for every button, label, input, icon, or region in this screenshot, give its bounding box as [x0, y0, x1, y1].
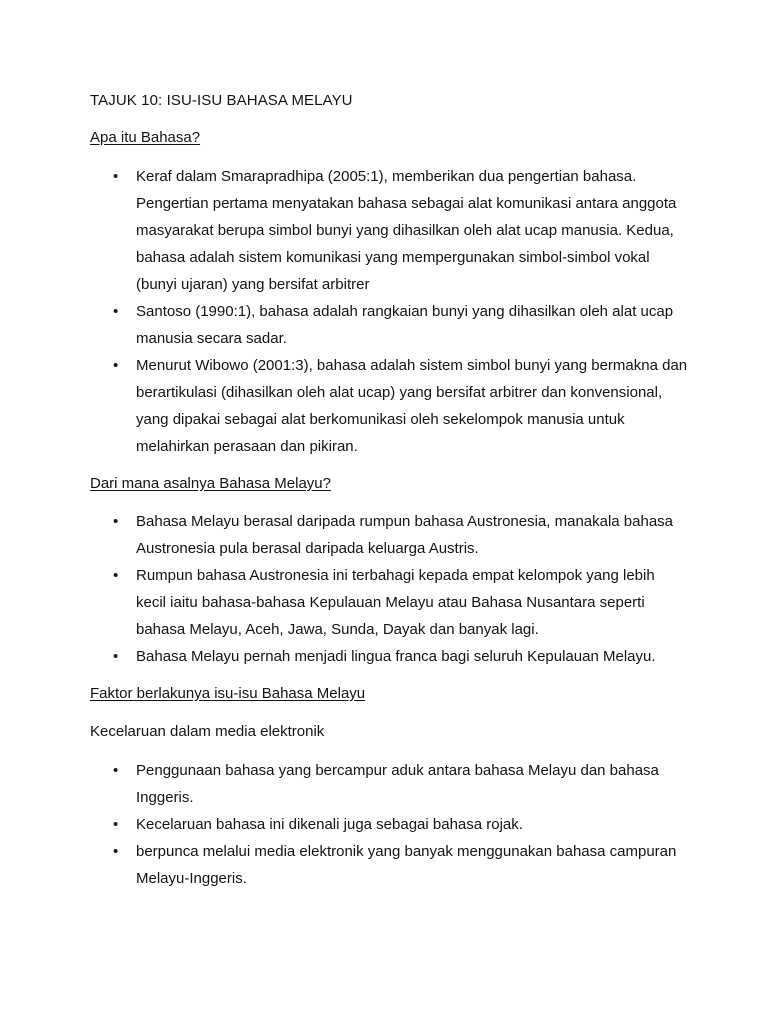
list-item: [0, 757, 768, 811]
list-item: [0, 163, 768, 298]
list-item-text: Rumpun bahasa Austronesia ini terbahagi kepada empat kelompok yang lebih kecil iaitu bahasa-bahasa Kepulauan Melayu atau Bahasa Nusantara seperti bahasa Melayu, Aceh, Jawa, Sunda, Dayak dan banyak lagi.: [136, 567, 655, 638]
bullet-list-faktor-isu: [0, 757, 768, 892]
bullet-icon: •: [113, 357, 119, 374]
bullet-icon: •: [113, 168, 119, 185]
bullet-icon: •: [113, 648, 119, 665]
list-item: [0, 643, 768, 670]
list-item-text: Menurut Wibowo (2001:3), bahasa adalah sistem simbol bunyi yang bermakna dan berartikulasi (dihasilkan oleh alat ucap) yang bersifat arbitrer dan konvensional, yang dipakai sebagai alat berkomunikasi oleh sekelompok manusia untuk melahirkan perasaan dan pikiran.: [136, 357, 688, 455]
list-item: [0, 508, 768, 562]
bullet-icon: •: [113, 303, 119, 320]
list-item-text: berpunca melalui media elektronik yang banyak menggunakan bahasa campuran Melayu-Inggeris.: [136, 843, 677, 887]
section-heading-apa-itu-bahasa: Apa itu Bahasa?: [90, 129, 201, 146]
bullet-list-apa-itu-bahasa: [0, 163, 768, 460]
list-item: [0, 352, 768, 460]
list-item-text: Bahasa Melayu berasal daripada rumpun bahasa Austronesia, manakala bahasa Austronesia pula berasal daripada keluarga Austris.: [136, 513, 674, 557]
list-item: [0, 562, 768, 643]
list-item-text: Keraf dalam Smarapradhipa (2005:1), memberikan dua pengertian bahasa. Pengertian pertama menyatakan bahasa sebagai alat komunikasi antara anggota masyarakat berupa simbol bunyi yang dihasilkan oleh alat ucap manusia. Kedua, bahasa adalah sistem komunikasi yang mempergunakan simbol-simbol vokal (bunyi ujaran) yang bersifat arbitrer: [136, 168, 677, 293]
bullet-icon: •: [113, 816, 119, 833]
section-heading-asal-bahasa-melayu: Dari mana asalnya Bahasa Melayu?: [90, 475, 331, 492]
bullet-icon: •: [113, 513, 119, 530]
bullet-icon: •: [113, 843, 119, 860]
list-item: [0, 298, 768, 352]
page-title: TAJUK 10: ISU-ISU BAHASA MELAYU: [90, 92, 353, 109]
list-item: [0, 838, 768, 892]
list-item-text: Bahasa Melayu pernah menjadi lingua franca bagi seluruh Kepulauan Melayu.: [136, 648, 656, 665]
bullet-list-asal-bahasa-melayu: [0, 508, 768, 670]
list-item-text: Penggunaan bahasa yang bercampur aduk antara bahasa Melayu dan bahasa Inggeris.: [136, 762, 659, 806]
list-item: [0, 811, 768, 838]
bullet-icon: •: [113, 762, 119, 779]
list-item-text: Santoso (1990:1), bahasa adalah rangkaian bunyi yang dihasilkan oleh alat ucap manusia secara sadar.: [136, 303, 674, 347]
list-item-text: Kecelaruan bahasa ini dikenali juga sebagai bahasa rojak.: [136, 816, 523, 833]
bullet-icon: •: [113, 567, 119, 584]
subheading-kecelaruan-media: Kecelaruan dalam media elektronik: [90, 723, 325, 740]
section-heading-faktor-isu: Faktor berlakunya isu-isu Bahasa Melayu: [90, 685, 366, 702]
